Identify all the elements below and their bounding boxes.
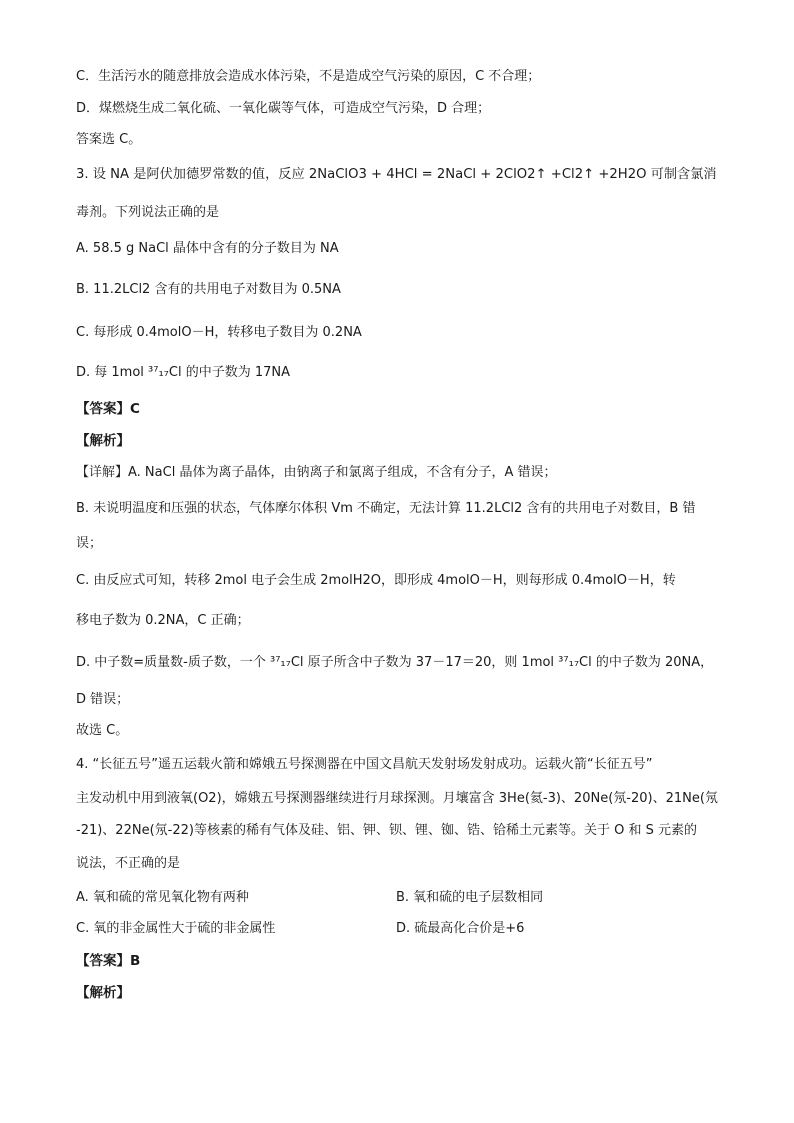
q4-option-b: B. 氧和硫的电子层数相同 (396, 890, 544, 905)
explanation-c-cont: 移电子数为 0.2NA，C 正确； (76, 613, 250, 628)
question-3-stem: 3. 设 NA 是阿伏加德罗常数的值，反应 2NaClO3 + 4HCl = 2NaCl + 2ClO2↑ +Cl2↑ +2H2O 可制含氯消 (76, 167, 717, 182)
question-4-stem-cont: 说法，不正确的是 (76, 856, 181, 871)
answer-label: 【答案】C (76, 401, 140, 417)
option-b: B. 11.2LCl2 含有的共用电子对数目为 0.5NA (76, 282, 341, 297)
explanation-d: D. 中子数=质量数-质子数，一个 ³⁷₁₇Cl 原子所含中子数为 37－17＝20，则 1mol ³⁷₁₇Cl 的中子数为 20NA， (76, 655, 714, 670)
explanation-b-cont: 误； (76, 536, 103, 551)
q4-option-d: D. 硫最高化合价是+6 (396, 921, 525, 936)
text-line: 答案选 C。 (76, 132, 142, 147)
option-c: C. 每形成 0.4molO－H，转移电子数目为 0.2NA (76, 325, 362, 340)
question-4-stem: 4. “长征五号”遥五运载火箭和嫦娥五号探测器在中国文昌航天发射场发射成功。运载火箭“长征五号” (76, 757, 653, 772)
explanation-c: C. 由反应式可知，转移 2mol 电子会生成 2molH2O，即形成 4molO－H，则每形成 0.4molO－H，转 (76, 573, 676, 588)
option-d: D. 每 1mol ³⁷₁₇Cl 的中子数为 17NA (76, 365, 290, 380)
text-line: C．生活污水的随意排放会造成水体污染，不是造成空气污染的原因，C 不合理； (76, 69, 541, 84)
q4-answer-label: 【答案】B (76, 953, 141, 969)
q4-option-c: C. 氧的非金属性大于硫的非金属性 (76, 921, 276, 936)
explanation-a: 【详解】A. NaCl 晶体为离子晶体，由钠离子和氯离子组成，不含有分子，A 错误； (76, 465, 557, 480)
question-4-stem-cont: -21)、22Ne(氖-22)等核素的稀有气体及硅、铝、钾、钡、锂、铷、锆、铪稀土元素等。关于 O 和 S 元素的 (76, 823, 697, 838)
question-4-stem-cont: 主发动机中用到液氧(O2)，嫦娥五号探测器继续进行月球探测。月壤富含 3He(氦-3)、20Ne(氖-20)、21Ne(氖 (76, 791, 718, 806)
question-3-stem-cont: 毒剂。下列说法正确的是 (76, 205, 220, 220)
q4-analysis-label: 【解析】 (76, 985, 130, 1001)
explanation-d-cont: D 错误； (76, 692, 130, 707)
conclusion: 故选 C。 (76, 723, 129, 738)
text-line: D．煤燃烧生成二氧化硫、一氧化碳等气体，可造成空气污染，D 合理； (76, 101, 491, 116)
explanation-b: B. 未说明温度和压强的状态，气体摩尔体积 Vm 不确定，无法计算 11.2LCl2 含有的共用电子对数目，B 错 (76, 501, 696, 516)
analysis-label: 【解析】 (76, 433, 130, 449)
option-a: A. 58.5 g NaCl 晶体中含有的分子数目为 NA (76, 241, 339, 256)
q4-option-a: A. 氧和硫的常见氧化物有两种 (76, 890, 249, 905)
